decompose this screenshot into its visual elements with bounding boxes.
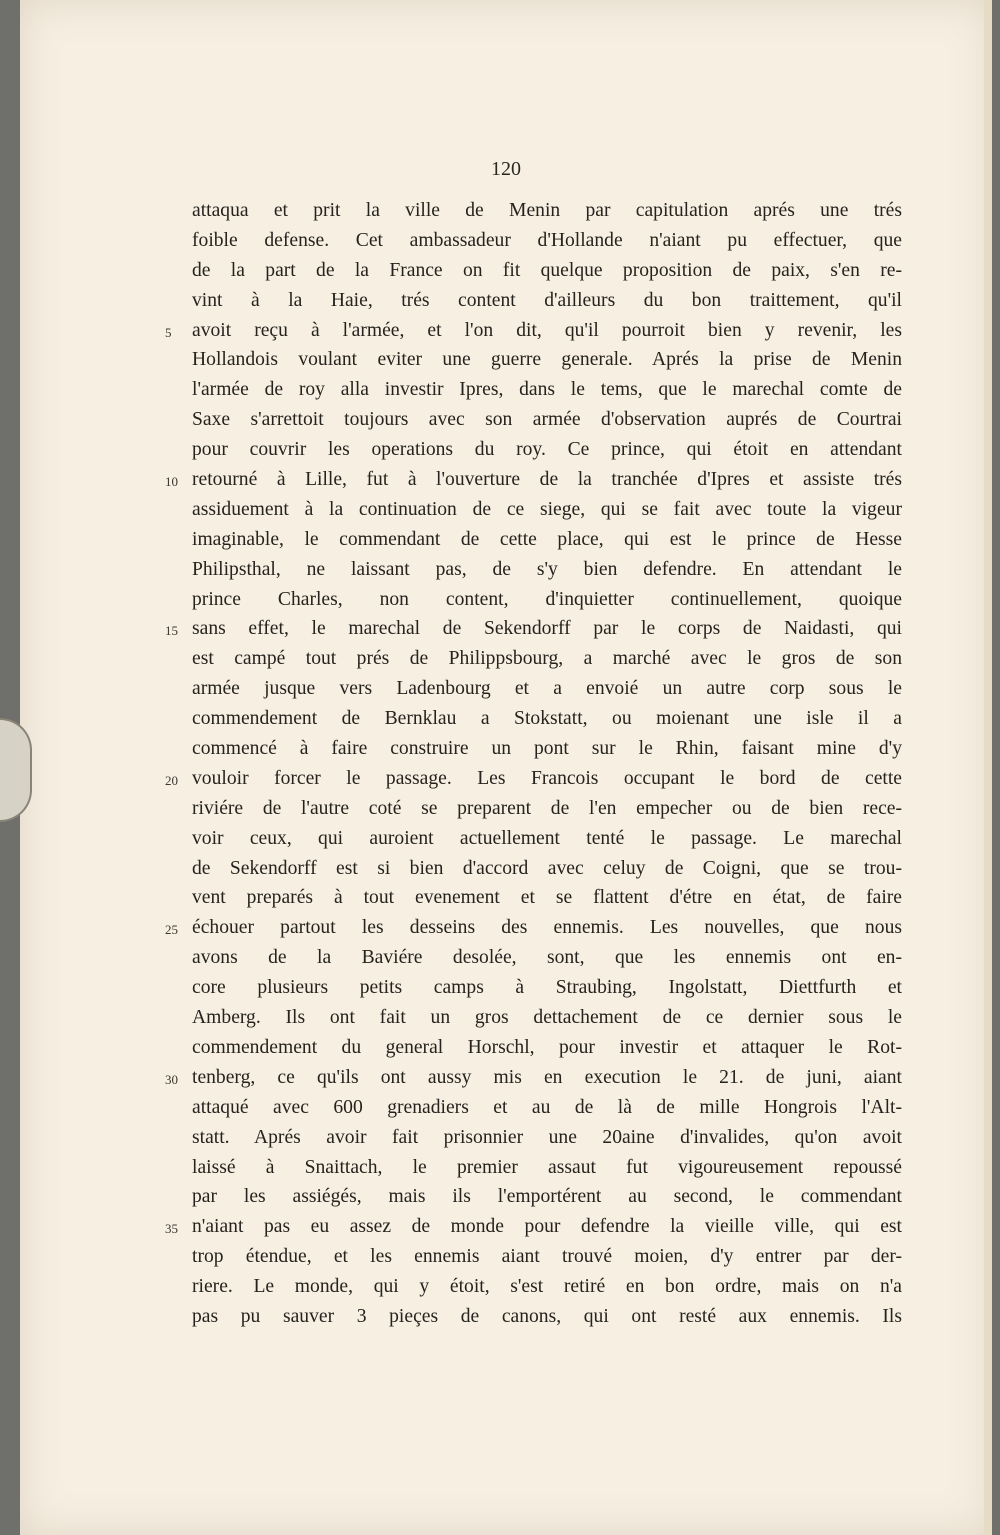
text-line (192, 644, 902, 674)
text-line (192, 1153, 902, 1183)
line-text: retourné à Lille, fut à l'ouverture de la tranchée d'Ipres et assiste trés (192, 469, 902, 491)
text-line (192, 256, 902, 286)
line-text: vint à la Haie, trés content d'ailleurs du bon traittement, qu'il (192, 289, 902, 311)
text-line (192, 345, 902, 375)
text-line (192, 1182, 902, 1212)
line-text: trop étendue, et les ennemis aiant trouvé moien, d'y entrer par der- (192, 1246, 902, 1268)
line-text: commendement du general Horschl, pour investir et attaquer le Rot- (192, 1036, 902, 1058)
line-text: statt. Aprés avoir fait prisonnier une 20aine d'invalides, qu'on avoit (192, 1126, 902, 1148)
line-text: armée jusque vers Ladenbourg et a envoié un autre corp sous le (192, 678, 902, 700)
text-line (192, 973, 902, 1003)
line-text: n'aiant pas eu assez de monde pour defendre la vieille ville, qui est (192, 1216, 902, 1238)
text-line (192, 734, 902, 764)
line-text: riere. Le monde, qui y étoit, s'est retiré en bon ordre, mais on n'a (192, 1276, 902, 1298)
text-line (192, 555, 902, 585)
line-text: pas pu sauver 3 pieçes de canons, qui ont resté aux ennemis. Ils (192, 1305, 902, 1327)
line-number: 15 (165, 623, 178, 639)
line-text: voir ceux, qui auroient actuellement tenté le passage. Le marechal (192, 827, 902, 849)
text-line (192, 585, 902, 615)
text-line (192, 1003, 902, 1033)
text-line (165, 316, 902, 346)
line-text: pour couvrir les operations du roy. Ce prince, qui étoit en attendant (192, 439, 902, 461)
text-line (192, 1093, 902, 1123)
line-text: Philipsthal, ne laissant pas, de s'y bien defendre. En attendant le (192, 558, 902, 580)
line-text: commencé à faire construire un pont sur le Rhin, faisant mine d'y (192, 738, 902, 760)
text-line (192, 1272, 902, 1302)
text-line (192, 943, 902, 973)
text-line (192, 704, 902, 734)
line-text: assiduement à la continuation de ce siege, qui se fait avec toute la vigeur (192, 498, 902, 520)
binding-clip (0, 718, 32, 822)
text-line (192, 1033, 902, 1063)
text-line (192, 495, 902, 525)
text-line (165, 1063, 902, 1093)
line-text: Amberg. Ils ont fait un gros dettachement de ce dernier sous le (192, 1007, 902, 1029)
line-text: prince Charles, non content, d'inquietter continuellement, quoique (192, 588, 902, 610)
line-text: imaginable, le commendant de cette place, qui est le prince de Hesse (192, 528, 902, 550)
line-text: avons de la Baviére desolée, sont, que les ennemis ont en- (192, 947, 902, 969)
text-line (192, 854, 902, 884)
text-line (192, 794, 902, 824)
line-text: sans effet, le marechal de Sekendorff par le corps de Naidasti, qui (192, 618, 902, 640)
line-text: attaqué avec 600 grenadiers et au de là de mille Hongrois l'Alt- (192, 1096, 902, 1118)
text-line (192, 824, 902, 854)
line-number: 5 (165, 324, 172, 340)
line-text: échouer partout les desseins des ennemis. Les nouvelles, que nous (192, 917, 902, 939)
line-text: vouloir forcer le passage. Les Francois occupant le bord de cette (192, 767, 902, 789)
line-text: tenberg, ce qu'ils ont aussy mis en execution le 21. de juni, aiant (192, 1066, 902, 1088)
line-text: Saxe s'arrettoit toujours avec son armée d'observation auprés de Courtrai (192, 409, 902, 431)
text-line (192, 196, 902, 226)
text-line (192, 525, 902, 555)
text-line (165, 614, 902, 644)
line-text: l'armée de roy alla investir Ipres, dans le tems, que le marechal comte de (192, 379, 902, 401)
line-text: foible defense. Cet ambassadeur d'Hollande n'aiant pu effectuer, que (192, 229, 902, 251)
line-text: attaqua et prit la ville de Menin par capitulation aprés une trés (192, 200, 902, 221)
text-line (165, 764, 902, 794)
line-text: est campé tout prés de Philippsbourg, a marché avec le gros de son (192, 648, 902, 670)
text-line (192, 226, 902, 256)
text-line (165, 1212, 902, 1242)
line-text: core plusieurs petits camps à Straubing, Ingolstatt, Diettfurth et (192, 977, 902, 999)
line-text: de la part de la France on fit quelque proposition de paix, s'en re- (192, 259, 902, 281)
text-line (192, 674, 902, 704)
text-line (192, 375, 902, 405)
line-number: 10 (165, 474, 178, 490)
page-edge (984, 0, 992, 1535)
line-number: 35 (165, 1221, 178, 1237)
text-line (192, 1242, 902, 1272)
text-line (192, 405, 902, 435)
line-number: 30 (165, 1071, 178, 1087)
line-number: 25 (165, 922, 178, 938)
text-line (192, 1123, 902, 1153)
line-number: 20 (165, 772, 178, 788)
text-line (165, 913, 902, 943)
page-number: 120 (491, 158, 521, 180)
body-text (165, 196, 902, 1332)
line-text: par les assiégés, mais ils l'emportérent au second, le commendant (192, 1186, 902, 1208)
line-text: vent preparés à tout evenement et se flattent d'étre en état, de faire (192, 887, 902, 909)
text-line (165, 465, 902, 495)
line-text: de Sekendorff est si bien d'accord avec celuy de Coigni, que se trou- (192, 857, 902, 879)
line-text: laissé à Snaittach, le premier assaut fut vigoureusement repoussé (192, 1156, 902, 1178)
line-text: riviére de l'autre coté se preparent de l'en empecher ou de bien rece- (192, 797, 902, 819)
text-line (192, 435, 902, 465)
line-text: Hollandois voulant eviter une guerre generale. Aprés la prise de Menin (192, 349, 902, 371)
text-line (192, 1302, 902, 1332)
book-page (20, 0, 992, 1535)
line-text: commendement de Bernklau a Stokstatt, ou moienant une isle il a (192, 708, 902, 730)
line-text: avoit reçu à l'armée, et l'on dit, qu'il pourroit bien y revenir, les (192, 319, 902, 341)
text-line (192, 883, 902, 913)
text-line (192, 286, 902, 316)
